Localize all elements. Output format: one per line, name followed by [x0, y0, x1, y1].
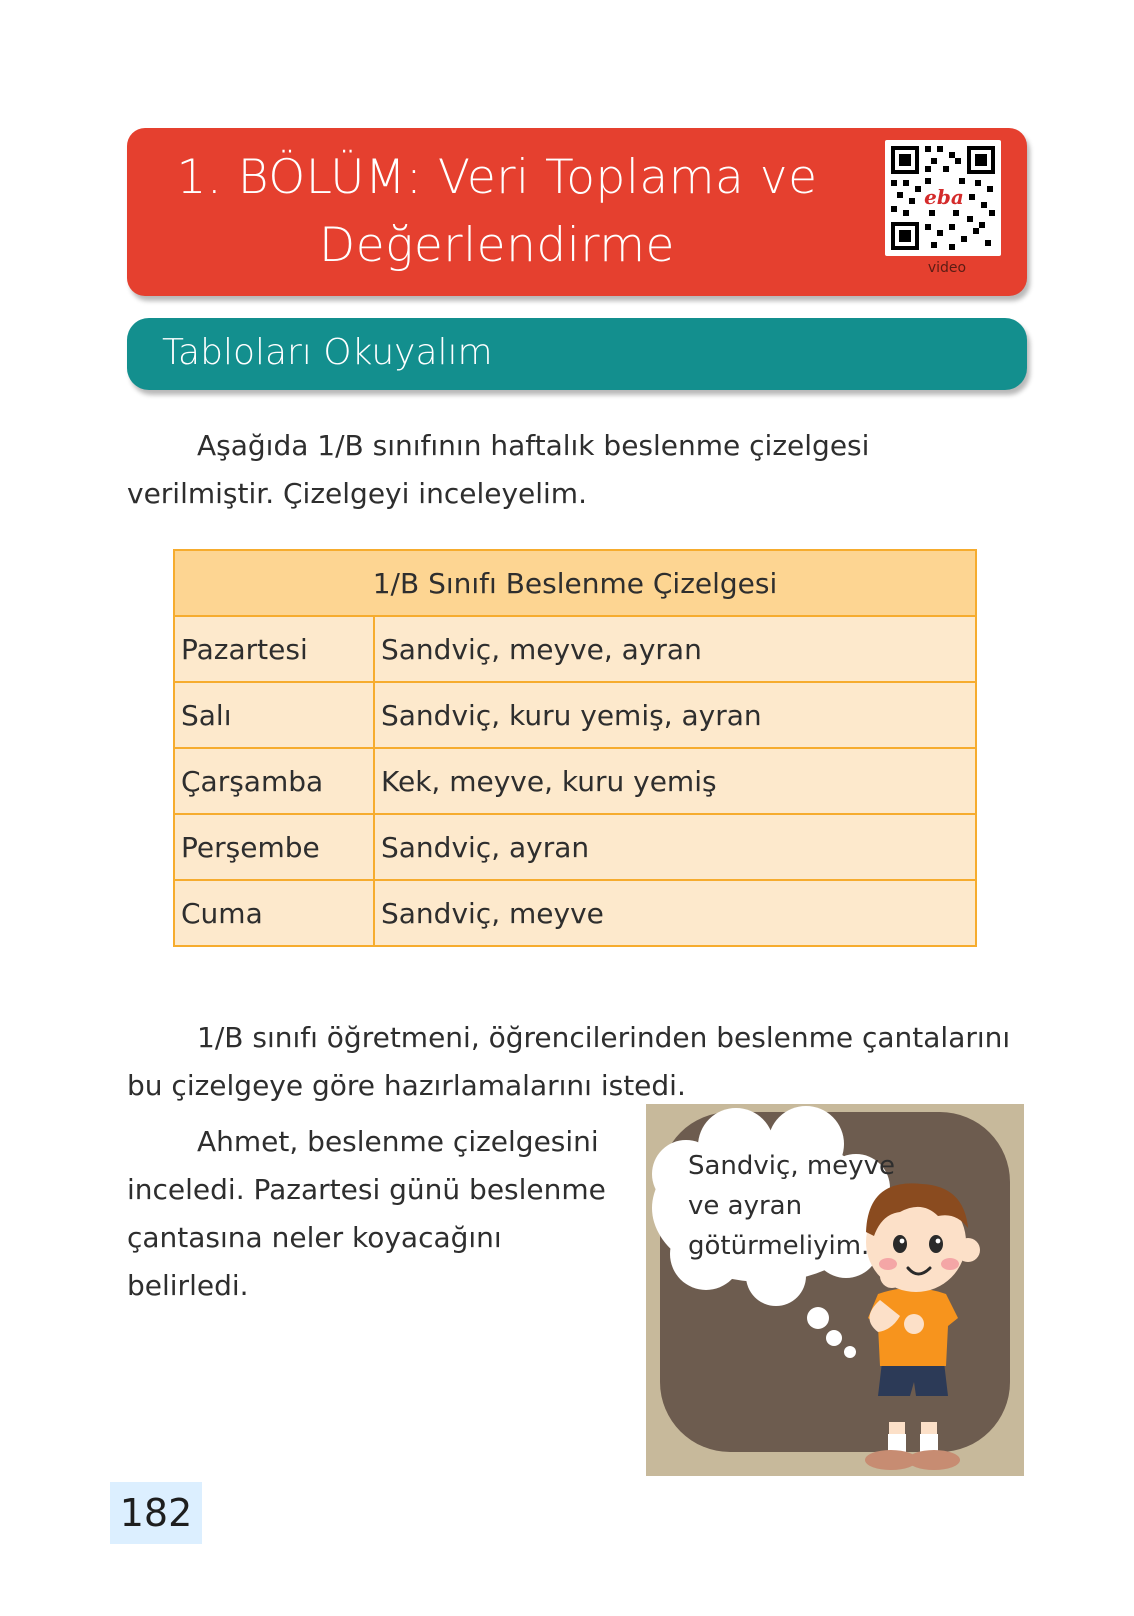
speech-bubble-text [688, 1146, 908, 1266]
meal-cell: Sandviç, meyve, ayran [374, 616, 976, 682]
section-banner [127, 318, 1027, 390]
day-cell: Perşembe [174, 814, 374, 880]
table-row [174, 814, 976, 880]
table-row [174, 616, 976, 682]
chapter-banner [127, 128, 1027, 296]
chapter-title-line1: 1. BÖLÜM: Veri Toplama ve [176, 150, 818, 205]
day-cell: Pazartesi [174, 616, 374, 682]
table-header-row [174, 550, 976, 616]
ahmet-line-4: belirledi. [127, 1269, 249, 1302]
ahmet-line-3: çantasına neler koyacağını [127, 1221, 502, 1254]
day-cell: Salı [174, 682, 374, 748]
ahmet-paragraph [127, 1118, 627, 1310]
section-title: Tabloları Okuyalım [162, 332, 493, 373]
table-title: 1/B Sınıfı Beslenme Çizelgesi [174, 550, 976, 616]
teacher-line-2: bu çizelgeye göre hazırlamalarını istedi. [127, 1069, 686, 1102]
chapter-title-line2: Değerlendirme [319, 218, 675, 273]
table-row [174, 748, 976, 814]
teacher-paragraph [127, 1014, 1047, 1110]
day-cell: Çarşamba [174, 748, 374, 814]
day-cell: Cuma [174, 880, 374, 946]
meal-cell: Sandviç, ayran [374, 814, 976, 880]
ahmet-line-1: Ahmet, beslenme çizelgesini [197, 1125, 599, 1158]
ahmet-line-2: inceledi. Pazartesi günü beslenme [127, 1173, 606, 1206]
bubble-line-2: ve ayran [688, 1191, 803, 1221]
meal-schedule-table [173, 549, 977, 947]
chapter-title [147, 144, 847, 280]
eba-logo: eba [921, 186, 967, 208]
meal-cell: Sandviç, kuru yemiş, ayran [374, 682, 976, 748]
qr-code-icon[interactable] [885, 140, 1001, 256]
bubble-line-1: Sandviç, meyve [688, 1151, 895, 1181]
intro-line-2: verilmiştir. Çizelgeyi inceleyelim. [127, 477, 587, 510]
bubble-line-3: götürmeliyim. [688, 1231, 870, 1261]
qr-caption: video [927, 260, 967, 276]
teacher-line-1: 1/B sınıfı öğretmeni, öğrencilerinden beslenme çantalarını [197, 1021, 1011, 1054]
table-row [174, 682, 976, 748]
page-number: 182 [110, 1482, 202, 1544]
intro-line-1: Aşağıda 1/B sınıfının haftalık beslenme çizelgesi [197, 429, 870, 462]
intro-paragraph [127, 422, 1047, 518]
meal-cell: Kek, meyve, kuru yemiş [374, 748, 976, 814]
meal-cell: Sandviç, meyve [374, 880, 976, 946]
table-row [174, 880, 976, 946]
